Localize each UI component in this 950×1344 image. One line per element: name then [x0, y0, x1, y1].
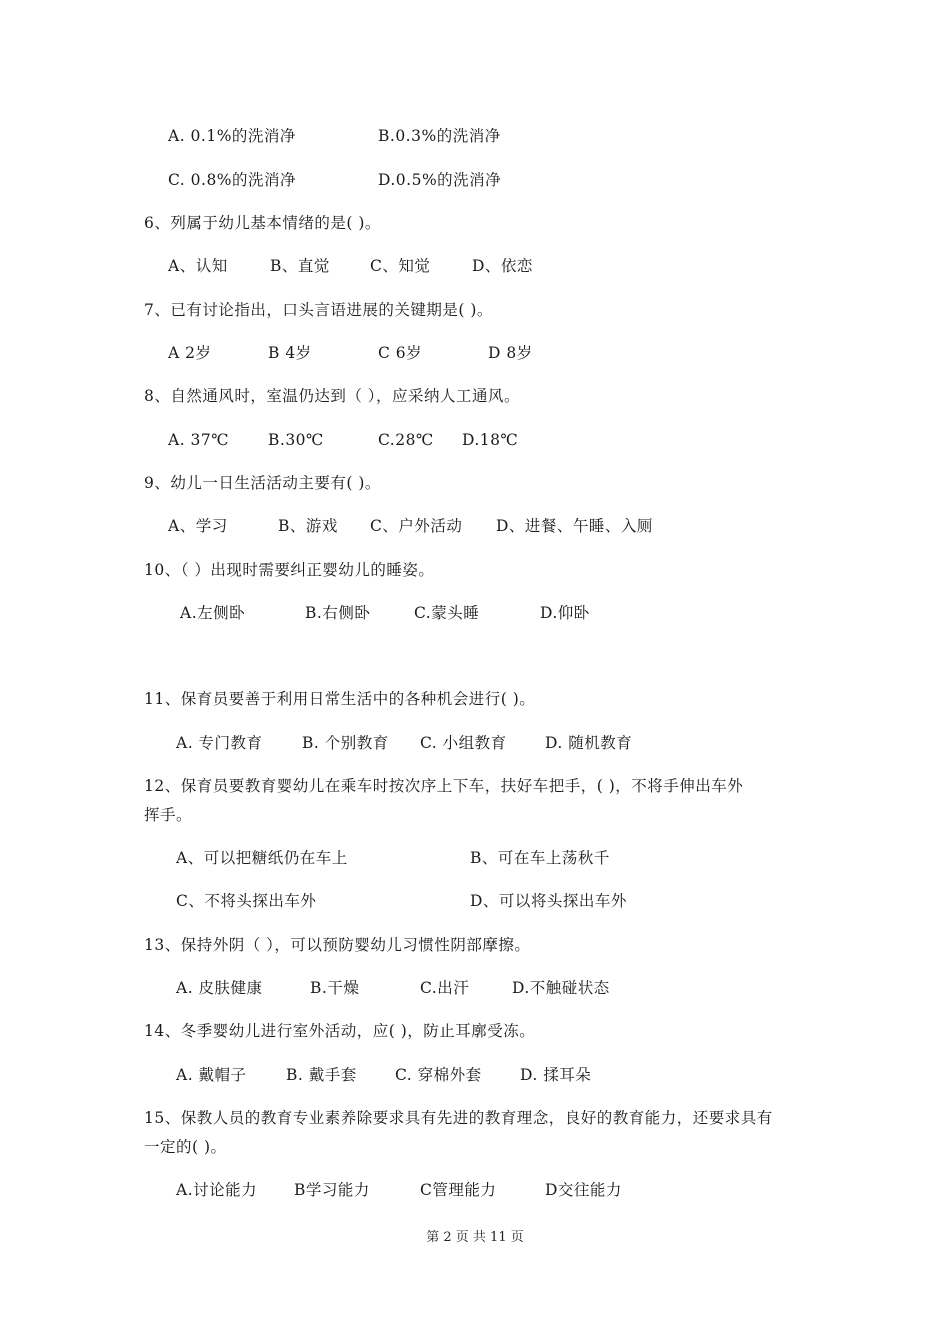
option-b: B、直觉	[270, 257, 330, 275]
option-d: D. 揉耳朵	[520, 1066, 592, 1084]
option-c: C 6岁	[378, 344, 423, 362]
option-d: D.仰卧	[540, 604, 590, 622]
question-11: 11、保育员要善于利用日常生活中的各种机会进行( )。	[144, 690, 536, 708]
option-b: B学习能力	[294, 1181, 370, 1199]
option-c: C管理能力	[420, 1181, 497, 1199]
option-a: A.讨论能力	[176, 1181, 258, 1199]
option-c: C、知觉	[370, 257, 431, 275]
option-d: D、可以将头探出车外	[470, 892, 627, 910]
question-7: 7、已有讨论指出，口头言语进展的关键期是( )。	[144, 301, 493, 319]
option-a: A.左侧卧	[180, 604, 246, 622]
option-c: C.28℃	[378, 431, 434, 449]
question-14: 14、冬季婴幼儿进行室外活动，应( )，防止耳廓受冻。	[144, 1022, 536, 1040]
option-c: C、户外活动	[370, 517, 463, 535]
option-b: B、游戏	[278, 517, 338, 535]
question-10: 10、（ ）出现时需要纠正婴幼儿的睡姿。	[144, 561, 435, 579]
option-a: A. 皮肤健康	[176, 979, 263, 997]
option-d: D交往能力	[545, 1181, 622, 1199]
option-a: A 2岁	[168, 344, 212, 362]
option-a: A. 0.1%的洗消净	[168, 127, 296, 145]
option-a: A. 戴帽子	[176, 1066, 247, 1084]
option-b: B.右侧卧	[305, 604, 371, 622]
option-a: A、可以把糖纸仍在车上	[176, 849, 348, 867]
option-a: A、学习	[168, 517, 228, 535]
option-d: D.不触碰状态	[512, 979, 610, 997]
option-d: D.0.5%的洗消净	[378, 171, 502, 189]
option-c: C. 穿棉外套	[395, 1066, 482, 1084]
question-15-continued: 一定的( )。	[144, 1138, 227, 1156]
option-b: B.30℃	[268, 431, 324, 449]
option-c: C、不将头探出车外	[176, 892, 317, 910]
option-a: A. 37℃	[168, 431, 230, 449]
option-c: C. 小组教育	[420, 734, 507, 752]
option-a: A、认知	[168, 257, 228, 275]
option-d: D、进餐、午睡、入厕	[496, 517, 653, 535]
question-15: 15、保教人员的教育专业素养除要求具有先进的教育理念，良好的教育能力，还要求具有	[144, 1109, 773, 1127]
option-d: D、依恋	[472, 257, 533, 275]
option-b: B. 个别教育	[302, 734, 389, 752]
option-d: D.18℃	[462, 431, 519, 449]
option-d: D. 随机教育	[545, 734, 633, 752]
question-8: 8、自然通风时，室温仍达到（ ），应采纳人工通风。	[144, 387, 521, 405]
option-b: B 4岁	[268, 344, 312, 362]
option-d: D 8岁	[488, 344, 533, 362]
option-c: C.蒙头睡	[414, 604, 480, 622]
page-number-footer: 第 2 页 共 11 页	[426, 1230, 524, 1245]
question-13: 13、保持外阴（ ），可以预防婴幼儿习惯性阴部摩擦。	[144, 936, 531, 954]
question-9: 9、幼儿一日生活活动主要有( )。	[144, 474, 381, 492]
option-c: C. 0.8%的洗消净	[168, 171, 297, 189]
question-12-continued: 挥手。	[144, 806, 193, 824]
option-b: B. 戴手套	[286, 1066, 357, 1084]
option-b: B.0.3%的洗消净	[378, 127, 501, 145]
option-a: A. 专门教育	[176, 734, 263, 752]
question-6: 6、列属于幼儿基本情绪的是( )。	[144, 214, 381, 232]
option-b: B、可在车上荡秋千	[470, 849, 610, 867]
option-b: B.干燥	[310, 979, 360, 997]
question-12: 12、保育员要教育婴幼儿在乘车时按次序上下车，扶好车把手，( )，不将手伸出车外	[144, 777, 744, 795]
option-c: C.出汗	[420, 979, 470, 997]
